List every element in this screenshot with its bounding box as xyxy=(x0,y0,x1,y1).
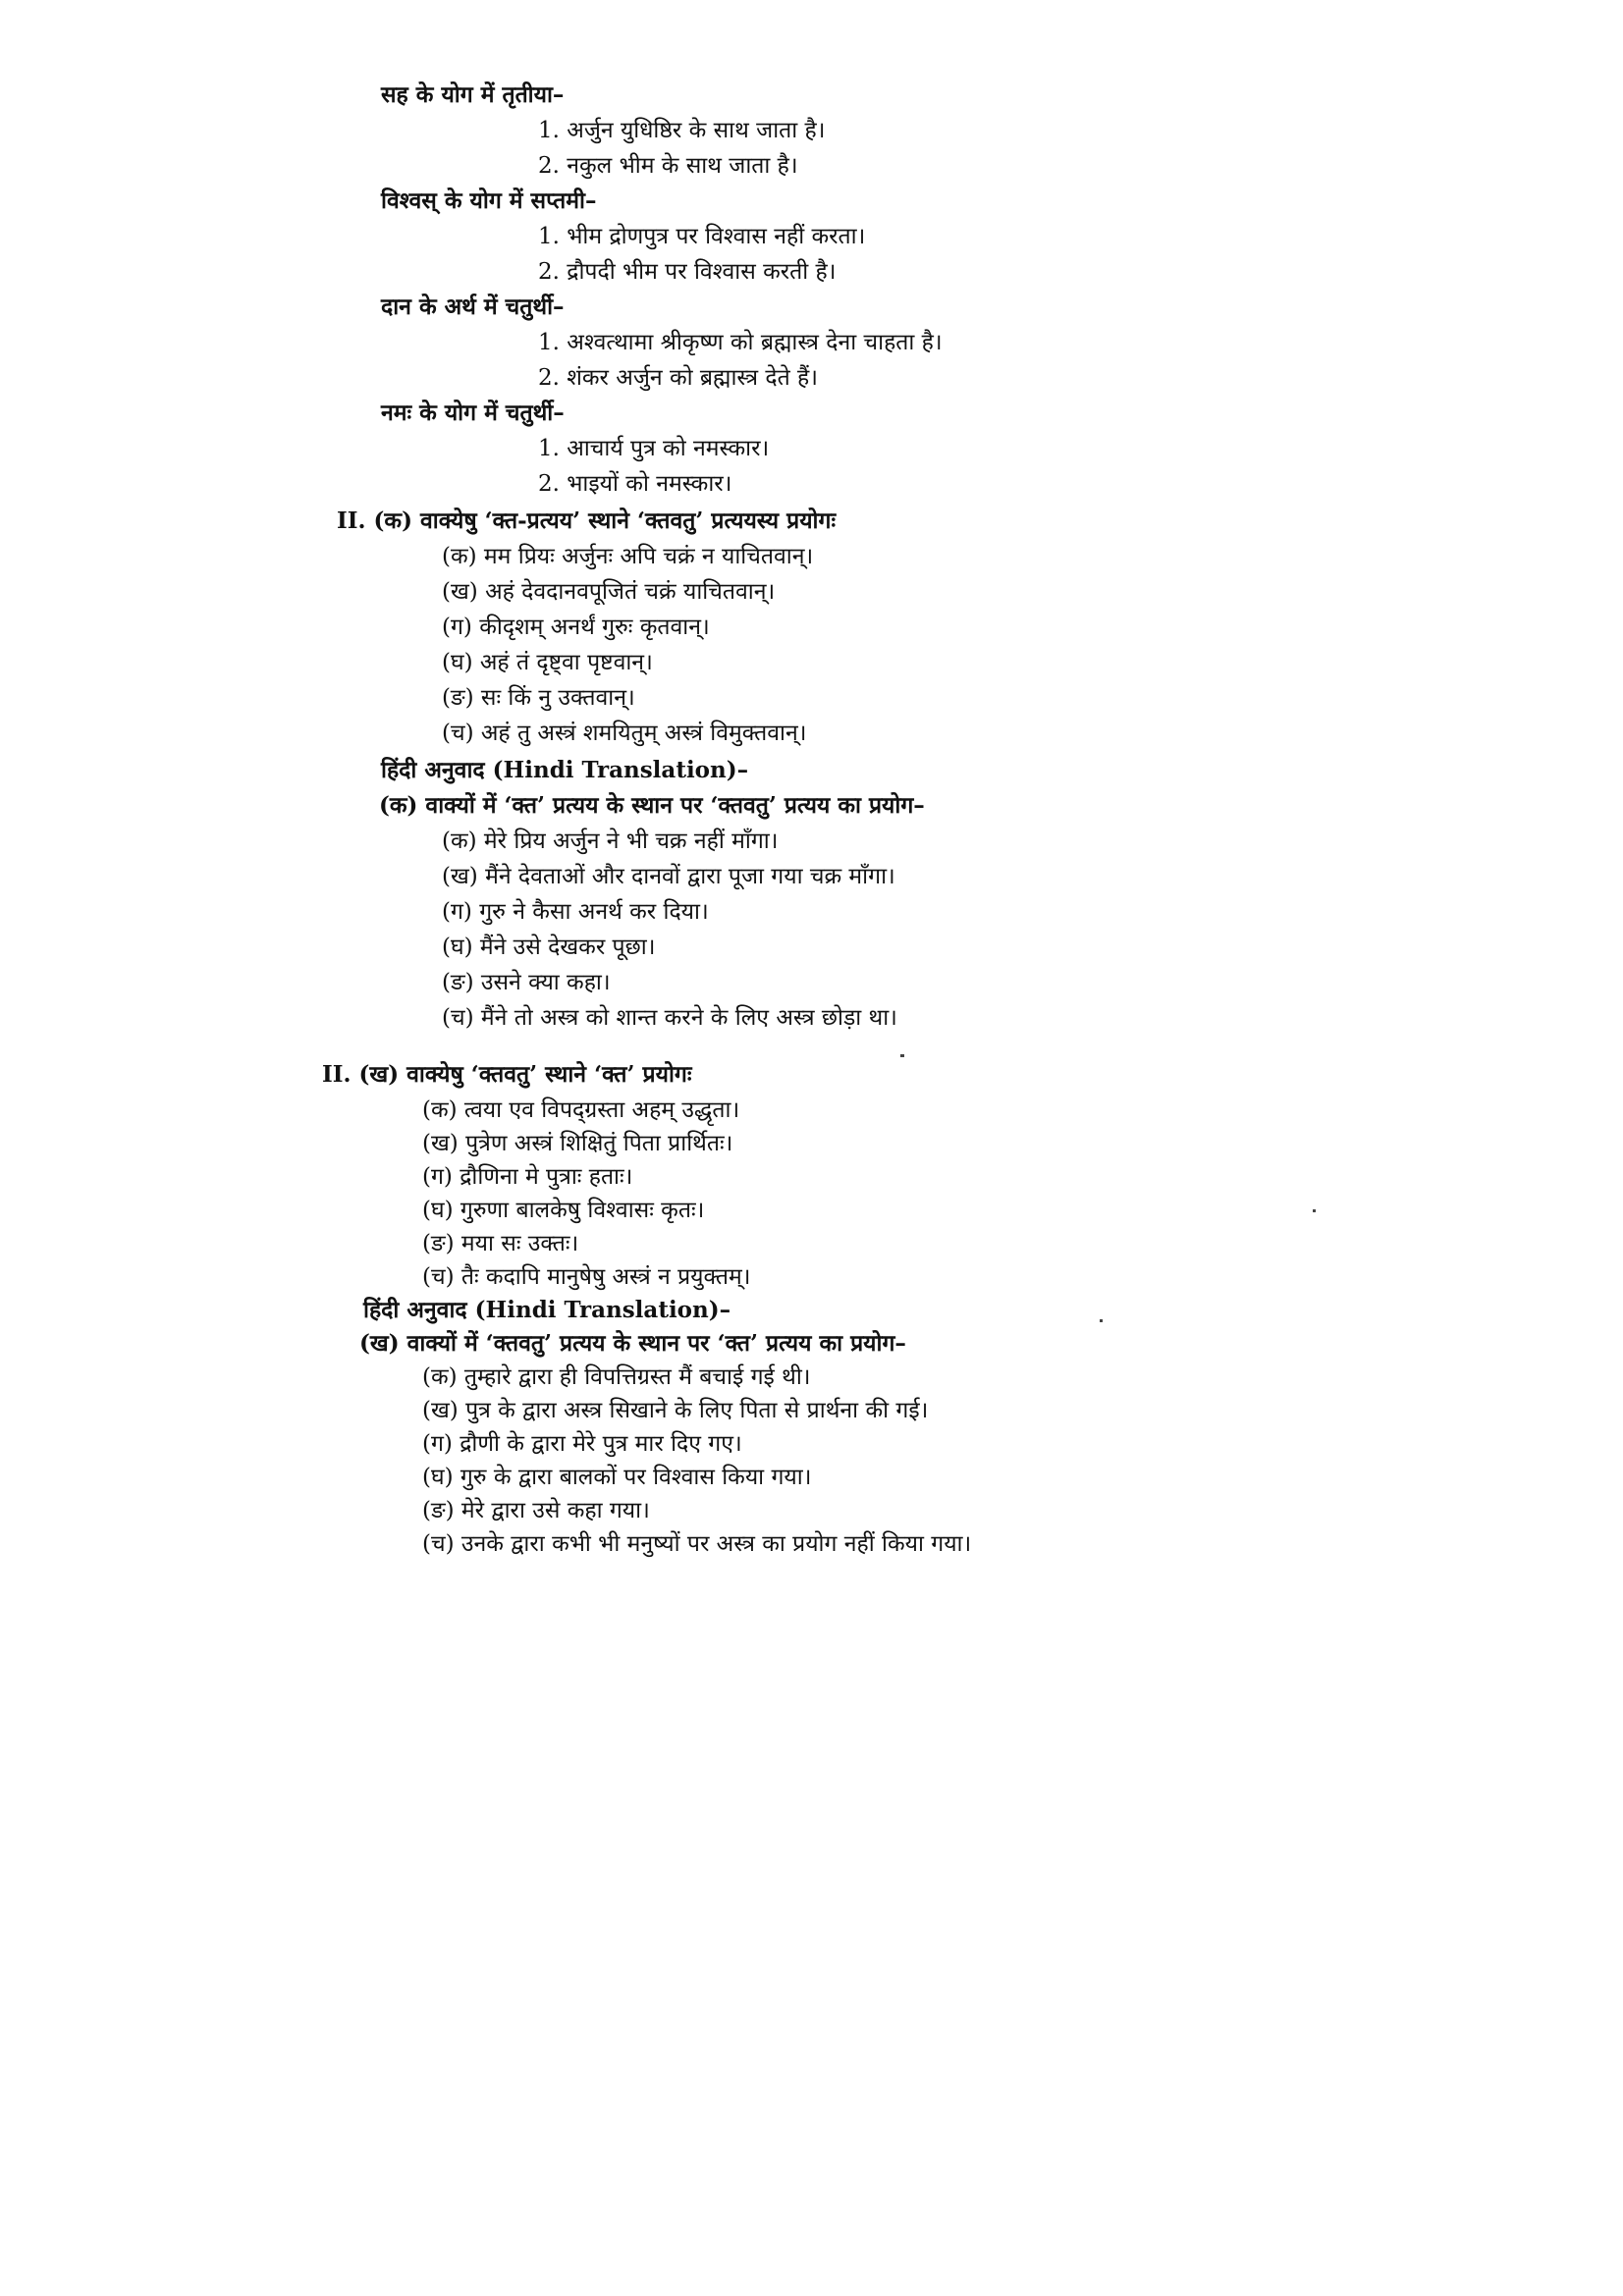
list-item: (च) अहं तु अस्त्रं शमयितुम् अस्त्रं विमुक्तवान्। xyxy=(442,721,807,746)
list-item: (ङ) मेरे द्वारा उसे कहा गया। xyxy=(422,1498,650,1523)
list-item: 2. शंकर अर्जुन को ब्रह्मास्त्र देते हैं। xyxy=(538,365,818,391)
list-item: (घ) गुरु के द्वारा बालकों पर विश्वास किया गया। xyxy=(422,1465,812,1490)
list-item: (च) तैः कदापि मानुषेषु अस्त्रं न प्रयुक्तम्। xyxy=(422,1264,751,1290)
list-item: (च) मैंने तो अस्त्र को शान्त करने के लिए अस्त्र छोड़ा था। xyxy=(442,1005,897,1031)
list-item: (ख) अहं देवदानवपूजितं चक्रं याचितवान्। xyxy=(442,579,776,605)
list-item: (घ) गुरुणा बालकेषु विश्वासः कृतः। xyxy=(422,1198,705,1223)
scan-speck xyxy=(900,1054,904,1057)
list-item: (ग) गुरु ने कैसा अनर्थ कर दिया। xyxy=(442,899,709,925)
list-item: (ङ) उसने क्या कहा। xyxy=(442,970,611,995)
heading-part-ka: II. (क) वाक्येषु ‘क्त-प्रत्यय’ स्थाने ‘क्तवतु’ प्रत्ययस्य प्रयोगः xyxy=(337,507,837,534)
list-item: (ग) द्रौणी के द्वारा मेरे पुत्र मार दिए गए। xyxy=(422,1431,742,1457)
list-item: (क) तुम्हारे द्वारा ही विपत्तिग्रस्त मैं बचाई गई थी। xyxy=(422,1364,811,1390)
list-item: (ङ) सः किं नु उक्तवान्। xyxy=(442,685,635,711)
list-item: (घ) अहं तं दृष्ट्वा पृष्टवान्। xyxy=(442,650,653,675)
translation-subheading-ka: (क) वाक्यों में ‘क्त’ प्रत्यय के स्थान पर ‘क्तवतु’ प्रत्यय का प्रयोग– xyxy=(379,792,925,819)
list-item: (च) उनके द्वारा कभी भी मनुष्यों पर अस्त्र का प्रयोग नहीं किया गया। xyxy=(422,1531,972,1557)
list-item: 1. अर्जुन युधिष्ठिर के साथ जाता है। xyxy=(538,118,826,143)
heading-daan: दान के अर्थ में चतुर्थी– xyxy=(381,294,565,320)
heading-namah: नमः के योग में चतुर्थी– xyxy=(381,400,565,426)
list-item: 2. नकुल भीम के साथ जाता है। xyxy=(538,153,798,179)
translation-heading-kha: हिंदी अनुवाद (Hindi Translation)– xyxy=(363,1297,731,1323)
list-item: (घ) मैंने उसे देखकर पूछा। xyxy=(442,934,656,960)
heading-saha: सह के योग में तृतीया– xyxy=(381,81,565,108)
heading-part-kha: II. (ख) वाक्येषु ‘क्तवतु’ स्थाने ‘क्त’ प्रयोगः xyxy=(322,1061,692,1088)
list-item: 1. भीम द्रोणपुत्र पर विश्वास नहीं करता। xyxy=(538,224,866,249)
list-item: 2. भाइयों को नमस्कार। xyxy=(538,471,732,497)
list-item: 2. द्रौपदी भीम पर विश्वास करती है। xyxy=(538,259,837,285)
list-item: 1. आचार्य पुत्र को नमस्कार। xyxy=(538,436,770,461)
list-item: (क) त्वया एव विपद्ग्रस्ता अहम् उद्धृता। xyxy=(422,1097,740,1123)
list-item: (क) मेरे प्रिय अर्जुन ने भी चक्र नहीं माँगा। xyxy=(442,828,779,854)
translation-heading-ka: हिंदी अनुवाद (Hindi Translation)– xyxy=(381,757,749,783)
scan-speck xyxy=(1100,1319,1103,1322)
list-item: (ग) कीदृशम् अनर्थं गुरुः कृतवान्। xyxy=(442,614,710,640)
scan-speck xyxy=(1313,1209,1316,1212)
list-item: (ख) मैंने देवताओं और दानवों द्वारा पूजा गया चक्र माँगा। xyxy=(442,864,895,889)
list-item: (ग) द्रौणिना मे पुत्राः हताः। xyxy=(422,1164,633,1190)
list-item: (ख) पुत्र के द्वारा अस्त्र सिखाने के लिए पिता से प्रार्थना की गई। xyxy=(422,1398,929,1423)
heading-vishvas: विश्वस् के योग में सप्तमी– xyxy=(381,187,597,214)
list-item: 1. अश्वत्थामा श्रीकृष्ण को ब्रह्मास्त्र देना चाहता है। xyxy=(538,330,943,355)
list-item: (ङ) मया सः उक्तः। xyxy=(422,1231,579,1256)
translation-subheading-kha: (ख) वाक्यों में ‘क्तवतु’ प्रत्यय के स्थान पर ‘क्त’ प्रत्यय का प्रयोग– xyxy=(359,1330,906,1357)
list-item: (क) मम प्रियः अर्जुनः अपि चक्रं न याचितवान्। xyxy=(442,544,814,569)
list-item: (ख) पुत्रेण अस्त्रं शिक्षितुं पिता प्रार्थितः। xyxy=(422,1131,733,1156)
